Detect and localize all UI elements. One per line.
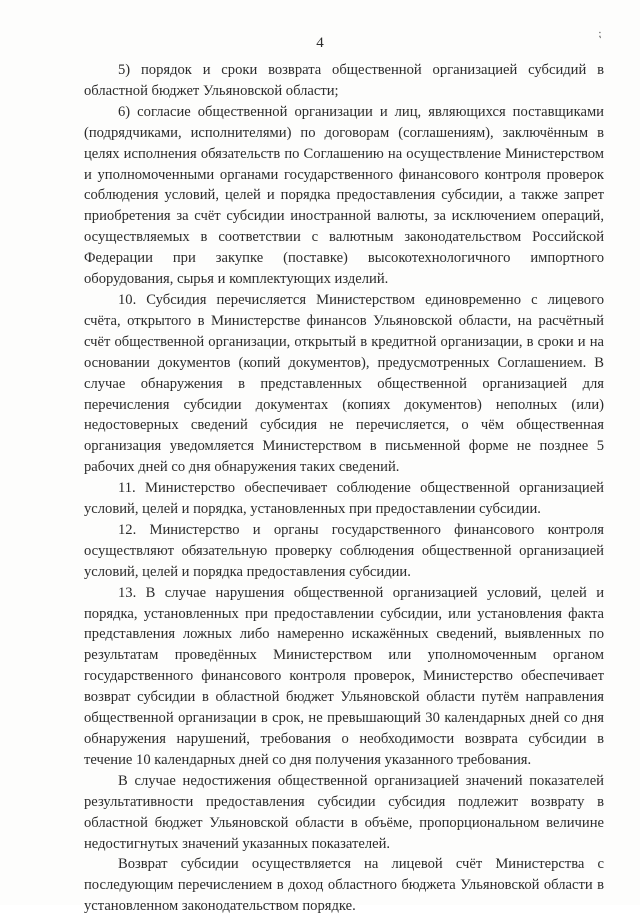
page-number: 4: [316, 35, 324, 51]
paragraph-clause-12: 12. Министерство и органы государственного финансового контроля осуществляют обязательную проверку соблюдения общественной организацией условий, целей и порядка предоставления субсидии.: [84, 521, 604, 580]
paragraph-refund: Возврат субсидии осуществляется на лицевой счёт Министерства с последующим перечислением в доход областного бюджета Ульяновской области в установленном законодательством порядке.: [84, 856, 604, 915]
paragraph-item-5: 5) порядок и сроки возврата общественной организацией субсидий в областной бюджет Ульяновской области;: [84, 62, 604, 99]
paragraph-item-6: 6) согласие общественной организации и лиц, являющихся поставщиками (подрядчиками, исполнителями) по договорам (соглашениям), заключённым в целях исполнения обязательств по Соглашению на осуществление Министерством и уполномоченными органами государственного финансового контроля проверок соблюдения условий, целей и порядка предоставления субсидии, а также запрет приобретения за счёт субсидии иностранной валюты, за исключением операций, осуществляемых в соответствии с валютным законодательством Российской Федерации при закупке (поставке) высокотехнологичного импортного оборудования, сырья и комплектующих изделий.: [84, 103, 604, 288]
corner-mark: ⁏: [598, 29, 602, 40]
document-body: [84, 60, 604, 917]
paragraph-clause-13: 13. В случае нарушения общественной организацией условий, целей и порядка, установленных при предоставлении субсидии, или установления факта представления ложных либо намеренно искажённых сведений, выявленных по результатам проведённых Министерством или уполномоченным органом государственного финансового контроля проверок, Министерство обеспечивает возврат субсидии в областной бюджет Ульяновской области путём направления общественной организации в срок, не превышающий 30 календарных дней со дня обнаружения нарушений, требования о необходимости возврата субсидии в течение 10 календарных дней со дня получения указанного требования.: [84, 584, 604, 768]
paragraph-clause-11: 11. Министерство обеспечивает соблюдение общественной организацией условий, целей и порядка, установленных при предоставлении субсидии.: [84, 480, 604, 518]
paragraph-non-achievement: В случае недостижения общественной организацией значений показателей результативности предоставления субсидии субсидия подлежит возврату в областной бюджет Ульяновской области в объёме, пропорциональном величине недостигнутых значений указанных показателей.: [84, 772, 604, 852]
paragraph-clause-10: 10. Субсидия перечисляется Министерством единовременно с лицевого счёта, открытого в Министерстве финансов Ульяновской области, на расчётный счёт общественной организации, открытый в кредитной организации, в сроки и на основании документов (копий документов), предусмотренных Соглашением. В случае обнаружения в представленных общественной организацией для перечисления субсидии документах (копиях документов) неполных (или) недостоверных сведений субсидия не перечисляется, о чём общественная организация уведомляется Министерством в письменной форме не позднее 5 рабочих дней со дня обнаружения таких сведений.: [84, 291, 604, 476]
